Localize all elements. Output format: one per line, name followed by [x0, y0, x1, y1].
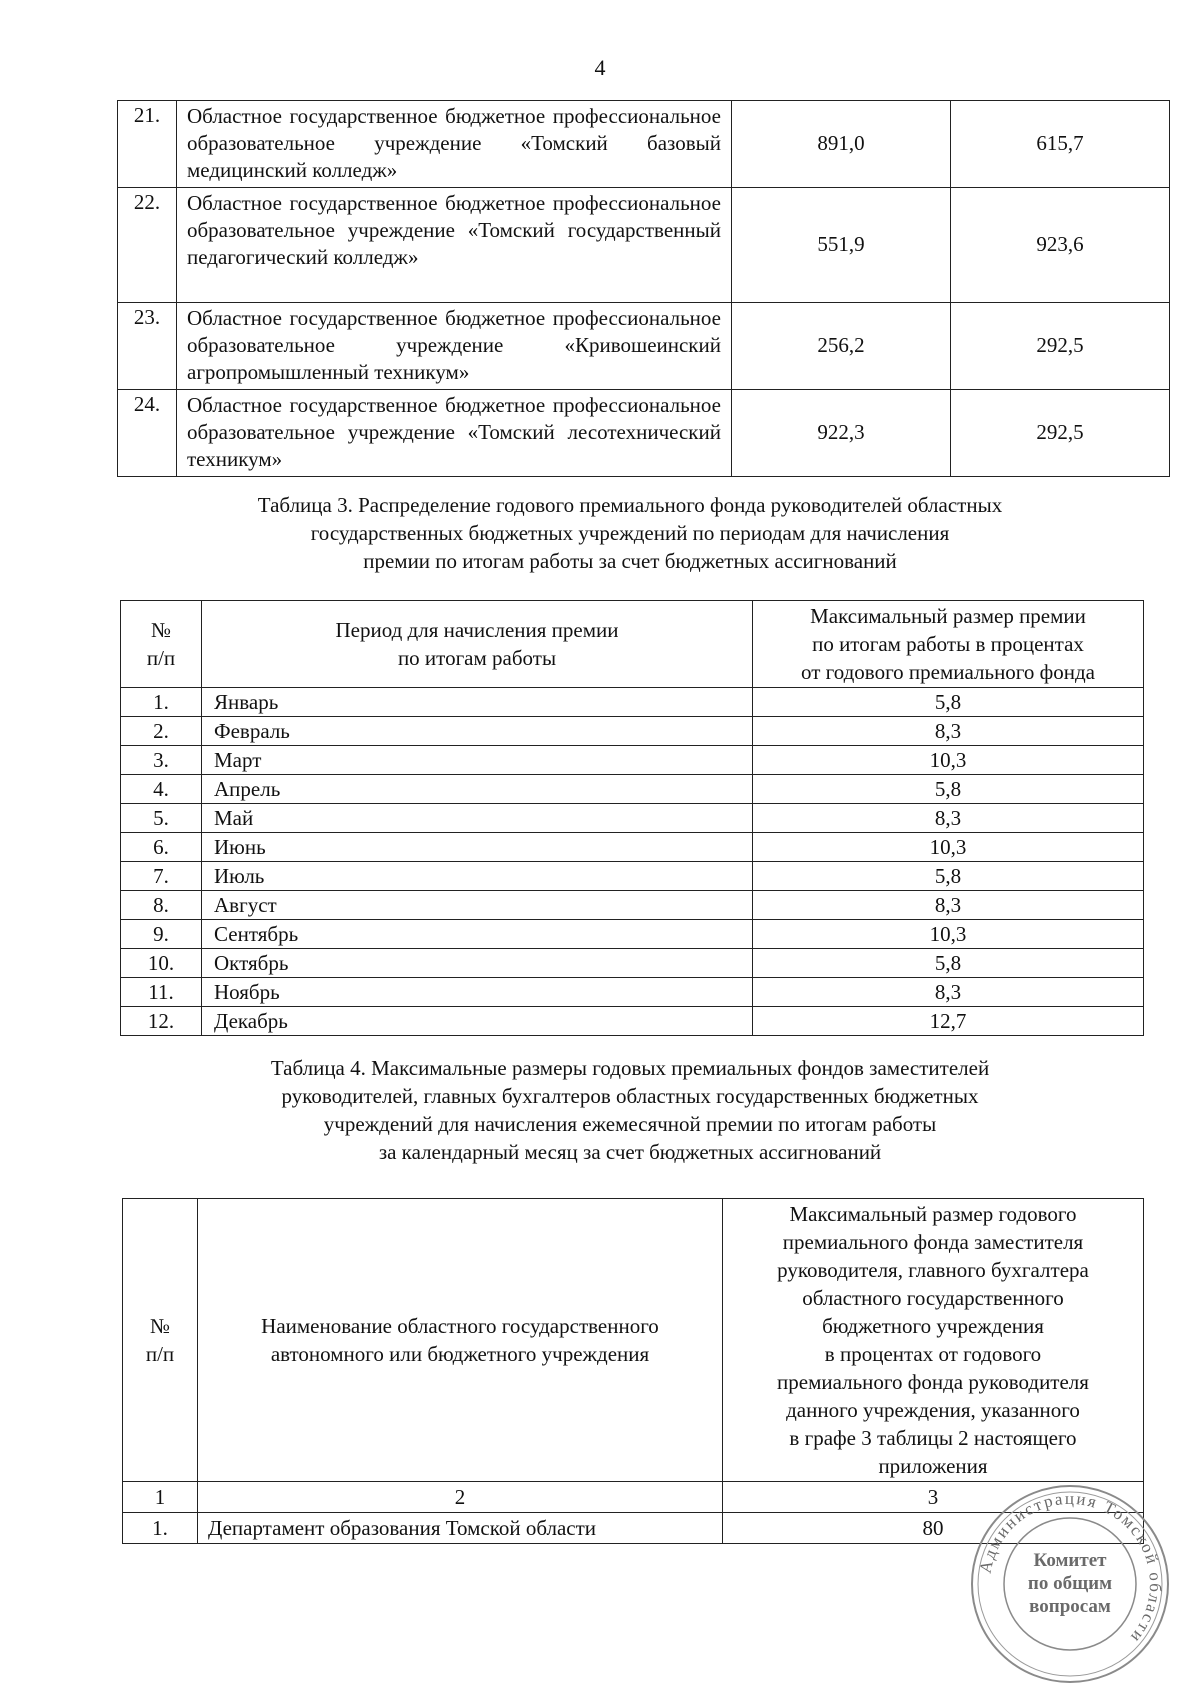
institution-name: Областное государственное бюджетное профессиональное образовательное учреждение «Томский базовый медицинский колледж»: [177, 101, 732, 188]
stamp-line-3: вопросам: [1029, 1596, 1111, 1617]
table-row: [118, 101, 1170, 188]
value-col4: 615,7: [951, 101, 1170, 188]
institution-name: Областное государственное бюджетное профессиональное образовательное учреждение «Томский государственный педагогический колледж»: [177, 188, 732, 303]
month-name: Март: [202, 746, 753, 775]
value-col3: 922,3: [732, 390, 951, 477]
header-line: областного государственного: [802, 1286, 1064, 1310]
table-row: [118, 390, 1170, 477]
column-number: 1: [123, 1482, 198, 1513]
table-4-caption: [0, 1054, 1200, 1166]
header-line: премиального фонда заместителя: [782, 1230, 1084, 1254]
table-row: [121, 746, 1144, 775]
percent-value: 12,7: [753, 1007, 1144, 1036]
percent-value: 8,3: [753, 804, 1144, 833]
percent-value: 10,3: [753, 920, 1144, 949]
table-row: [121, 949, 1144, 978]
page-number: 4: [594, 55, 606, 80]
table-3-caption: [0, 491, 1200, 575]
official-stamp: [968, 1482, 1172, 1686]
row-number: 3.: [121, 746, 202, 775]
month-name: Февраль: [202, 717, 753, 746]
caption-line: учреждений для начисления ежемесячной премии по итогам работы: [323, 1112, 937, 1136]
percent-value: 8,3: [753, 891, 1144, 920]
caption-line: Таблица 3. Распределение годового премиального фонда руководителей областных: [257, 493, 1003, 517]
column-number: 2: [198, 1482, 723, 1513]
header-line: Период для начисления премии: [335, 618, 619, 642]
percent-value: 10,3: [753, 833, 1144, 862]
stamp-line-2: по общим: [1027, 1573, 1113, 1594]
header-line: №: [149, 1314, 171, 1338]
caption-line: руководителей, главных бухгалтеров областных государственных бюджетных: [281, 1084, 979, 1108]
table-row: [118, 303, 1170, 390]
value-col4: 292,5: [951, 390, 1170, 477]
row-number: 12.: [121, 1007, 202, 1036]
header-line: руководителя, главного бухгалтера: [777, 1258, 1089, 1282]
month-name: Сентябрь: [202, 920, 753, 949]
header-line: п/п: [145, 1342, 175, 1366]
table-2-continuation: [117, 100, 1170, 477]
month-name: Май: [202, 804, 753, 833]
percent-value: 10,3: [753, 746, 1144, 775]
row-number: 1.: [121, 688, 202, 717]
header-line: данного учреждения, указанного: [786, 1398, 1080, 1422]
row-number: 2.: [121, 717, 202, 746]
row-number: 1.: [123, 1513, 198, 1544]
row-number: 22.: [118, 188, 177, 303]
header-institution-name: [198, 1199, 723, 1482]
row-number: 6.: [121, 833, 202, 862]
table-row: [121, 804, 1144, 833]
month-name: Ноябрь: [202, 978, 753, 1007]
month-name: Октябрь: [202, 949, 753, 978]
header-line: от годового премиального фонда: [800, 660, 1095, 684]
header-period: [202, 601, 753, 688]
header-line: по итогам работы в процентах: [812, 632, 1084, 656]
stamp-outer-text: Администрация Томской области: [975, 1488, 1166, 1648]
caption-line: государственных бюджетных учреждений по периодам для начисления: [310, 521, 950, 545]
value-col4: 292,5: [951, 303, 1170, 390]
percent-value: 5,8: [753, 949, 1144, 978]
table-row: [118, 188, 1170, 303]
header-max-fund: [723, 1199, 1144, 1482]
row-number: 9.: [121, 920, 202, 949]
stamp-graphic: [968, 1482, 1172, 1686]
table-row: [121, 833, 1144, 862]
caption-line: Таблица 4. Максимальные размеры годовых премиальных фондов заместителей: [270, 1056, 990, 1080]
caption-line: за календарный месяц за счет бюджетных ассигнований: [378, 1140, 882, 1164]
percent-value: 5,8: [753, 688, 1144, 717]
row-number: 5.: [121, 804, 202, 833]
value-col3: 256,2: [732, 303, 951, 390]
header-line: бюджетного учреждения: [822, 1314, 1044, 1338]
month-name: Декабрь: [202, 1007, 753, 1036]
percent-value: 5,8: [753, 862, 1144, 891]
percent-value: 8,3: [753, 717, 1144, 746]
row-number: 23.: [118, 303, 177, 390]
header-max-percent: [753, 601, 1144, 688]
month-name: Январь: [202, 688, 753, 717]
value-col3: 891,0: [732, 101, 951, 188]
table-header-row: [123, 1199, 1144, 1482]
institution-name: Областное государственное бюджетное профессиональное образовательное учреждение «Томский лесотехнический техникум»: [177, 390, 732, 477]
table-row: [121, 891, 1144, 920]
table-row: [121, 1007, 1144, 1036]
table-row: [121, 978, 1144, 1007]
header-line: в процентах от годового: [824, 1342, 1042, 1366]
row-number: 8.: [121, 891, 202, 920]
header-line: приложения: [878, 1454, 988, 1478]
header-line: Максимальный размер премии: [810, 604, 1086, 628]
row-number: 24.: [118, 390, 177, 477]
table-3: [120, 600, 1144, 1036]
caption-line: премии по итогам работы за счет бюджетных ассигнований: [363, 549, 897, 573]
row-number: 11.: [121, 978, 202, 1007]
header-line: премиального фонда руководителя: [777, 1370, 1089, 1394]
institution-name: Областное государственное бюджетное профессиональное образовательное учреждение «Кривошеинский агропромышленный техникум»: [177, 303, 732, 390]
max-fund-value: 80: [723, 1513, 1144, 1544]
row-number: 7.: [121, 862, 202, 891]
month-name: Июль: [202, 862, 753, 891]
header-line: автономного или бюджетного учреждения: [270, 1342, 650, 1366]
month-name: Июнь: [202, 833, 753, 862]
value-col3: 551,9: [732, 188, 951, 303]
table-header-row: [121, 601, 1144, 688]
stamp-line-1: Комитет: [1033, 1550, 1107, 1571]
institution-name: Департамент образования Томской области: [198, 1513, 723, 1544]
header-line: по итогам работы: [397, 646, 557, 670]
header-line: Наименование областного государственного: [261, 1314, 659, 1338]
table-row: [121, 688, 1144, 717]
row-number: 10.: [121, 949, 202, 978]
value-col4: 923,6: [951, 188, 1170, 303]
table-row: [121, 717, 1144, 746]
month-name: Август: [202, 891, 753, 920]
header-num: [121, 601, 202, 688]
table-row: [121, 775, 1144, 804]
row-number: 4.: [121, 775, 202, 804]
row-number: 21.: [118, 101, 177, 188]
table-row: [121, 862, 1144, 891]
header-num: [123, 1199, 198, 1482]
percent-value: 5,8: [753, 775, 1144, 804]
column-number: 3: [723, 1482, 1144, 1513]
header-line: Максимальный размер годового: [789, 1202, 1077, 1226]
table-row: [121, 920, 1144, 949]
header-line: №: [150, 618, 172, 642]
header-line: п/п: [146, 646, 176, 670]
percent-value: 8,3: [753, 978, 1144, 1007]
header-line: в графе 3 таблицы 2 настоящего: [789, 1426, 1077, 1450]
month-name: Апрель: [202, 775, 753, 804]
